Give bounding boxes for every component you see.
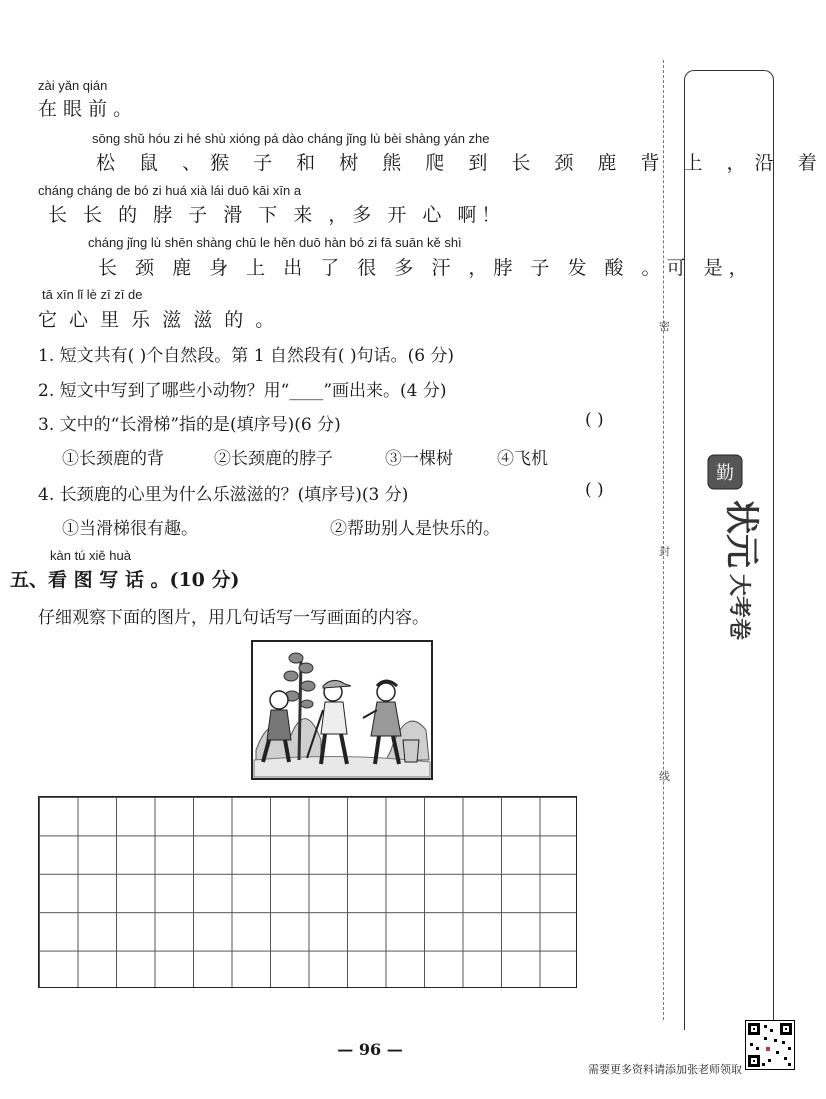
text-line-4: 长 颈 鹿 身 上 出 了 很 多 汗 ，脖 子 发 酸 。可 是， xyxy=(98,257,754,279)
binding-char-1: 密 xyxy=(659,320,670,333)
svg-text:勤: 勤 xyxy=(716,463,734,484)
q3-option-3: ③一棵树 xyxy=(385,449,453,469)
tree-planting-illustration xyxy=(251,640,433,780)
svg-text:状元: 状元 xyxy=(721,500,761,568)
text-line-2: 松 鼠 、猴 子 和 树 熊 爬 到 长 颈 鹿 背 上 ，沿 着 xyxy=(96,152,826,174)
section5-pinyin: kàn tú xiě huà xyxy=(50,548,131,563)
pinyin-line-1: zài yǎn qián xyxy=(38,78,108,93)
q3-option-1: ①长颈鹿的背 xyxy=(62,449,164,469)
page-number: — 96 — xyxy=(337,1040,403,1059)
question-2: 2. 短文中写到了哪些小动物？用“____”画出来。(4 分) xyxy=(38,381,447,401)
binding-char-3: 线 xyxy=(659,770,670,783)
answer-blank-q3[interactable]: ( ) xyxy=(585,410,604,430)
pinyin-line-4: cháng jǐng lù shēn shàng chū le hěn duō hàn bó zi fā suān kě shì xyxy=(88,235,462,250)
section5-title: 五、看 图 写 话 。(10 分) xyxy=(10,569,240,591)
text-line-1: 在 眼 前 。 xyxy=(38,98,133,120)
q3-option-2: ②长颈鹿的脖子 xyxy=(214,449,333,469)
pinyin-line-5: tā xīn lǐ lè zī zī de xyxy=(42,287,143,302)
q4-option-1: ①当滑梯很有趣。 xyxy=(62,519,198,539)
binding-dashed-line xyxy=(663,60,664,1020)
q4-option-2: ②帮助别人是快乐的。 xyxy=(330,519,500,539)
pinyin-line-2: sōng shǔ hóu zi hé shù xióng pá dào cháng jǐng lù bèi shàng yán zhe xyxy=(92,131,490,146)
writing-grid[interactable] xyxy=(38,796,577,988)
binding-char-2: 封 xyxy=(659,545,670,558)
question-3: 3. 文中的“长滑梯”指的是(填序号)(6 分) xyxy=(38,415,341,435)
section5-instruction: 仔细观察下面的图片，用几句话写一写画面的内容。 xyxy=(38,608,429,628)
question-4: 4. 长颈鹿的心里为什么乐滋滋的？(填序号)(3 分) xyxy=(38,485,409,505)
q3-option-4: ④飞机 xyxy=(497,449,548,469)
footer-note: 需要更多资料请添加张老师领取 xyxy=(588,1063,742,1076)
qr-code-icon xyxy=(745,1020,795,1070)
pinyin-line-3: cháng cháng de bó zi huá xià lái duō kāi xīn a xyxy=(38,183,302,198)
answer-blank-q4[interactable]: ( ) xyxy=(585,480,604,500)
text-line-5: 它 心 里 乐 滋 滋 的 。 xyxy=(38,309,278,331)
question-1: 1. 短文共有( )个自然段。第 1 自然段有( )句话。(6 分) xyxy=(38,346,455,366)
svg-text:大考卷: 大考卷 xyxy=(726,574,752,641)
text-line-3: 长 长 的 脖 子 滑 下 来 ，多 开 心 啊！ xyxy=(48,204,506,226)
brand-logo xyxy=(700,455,761,665)
